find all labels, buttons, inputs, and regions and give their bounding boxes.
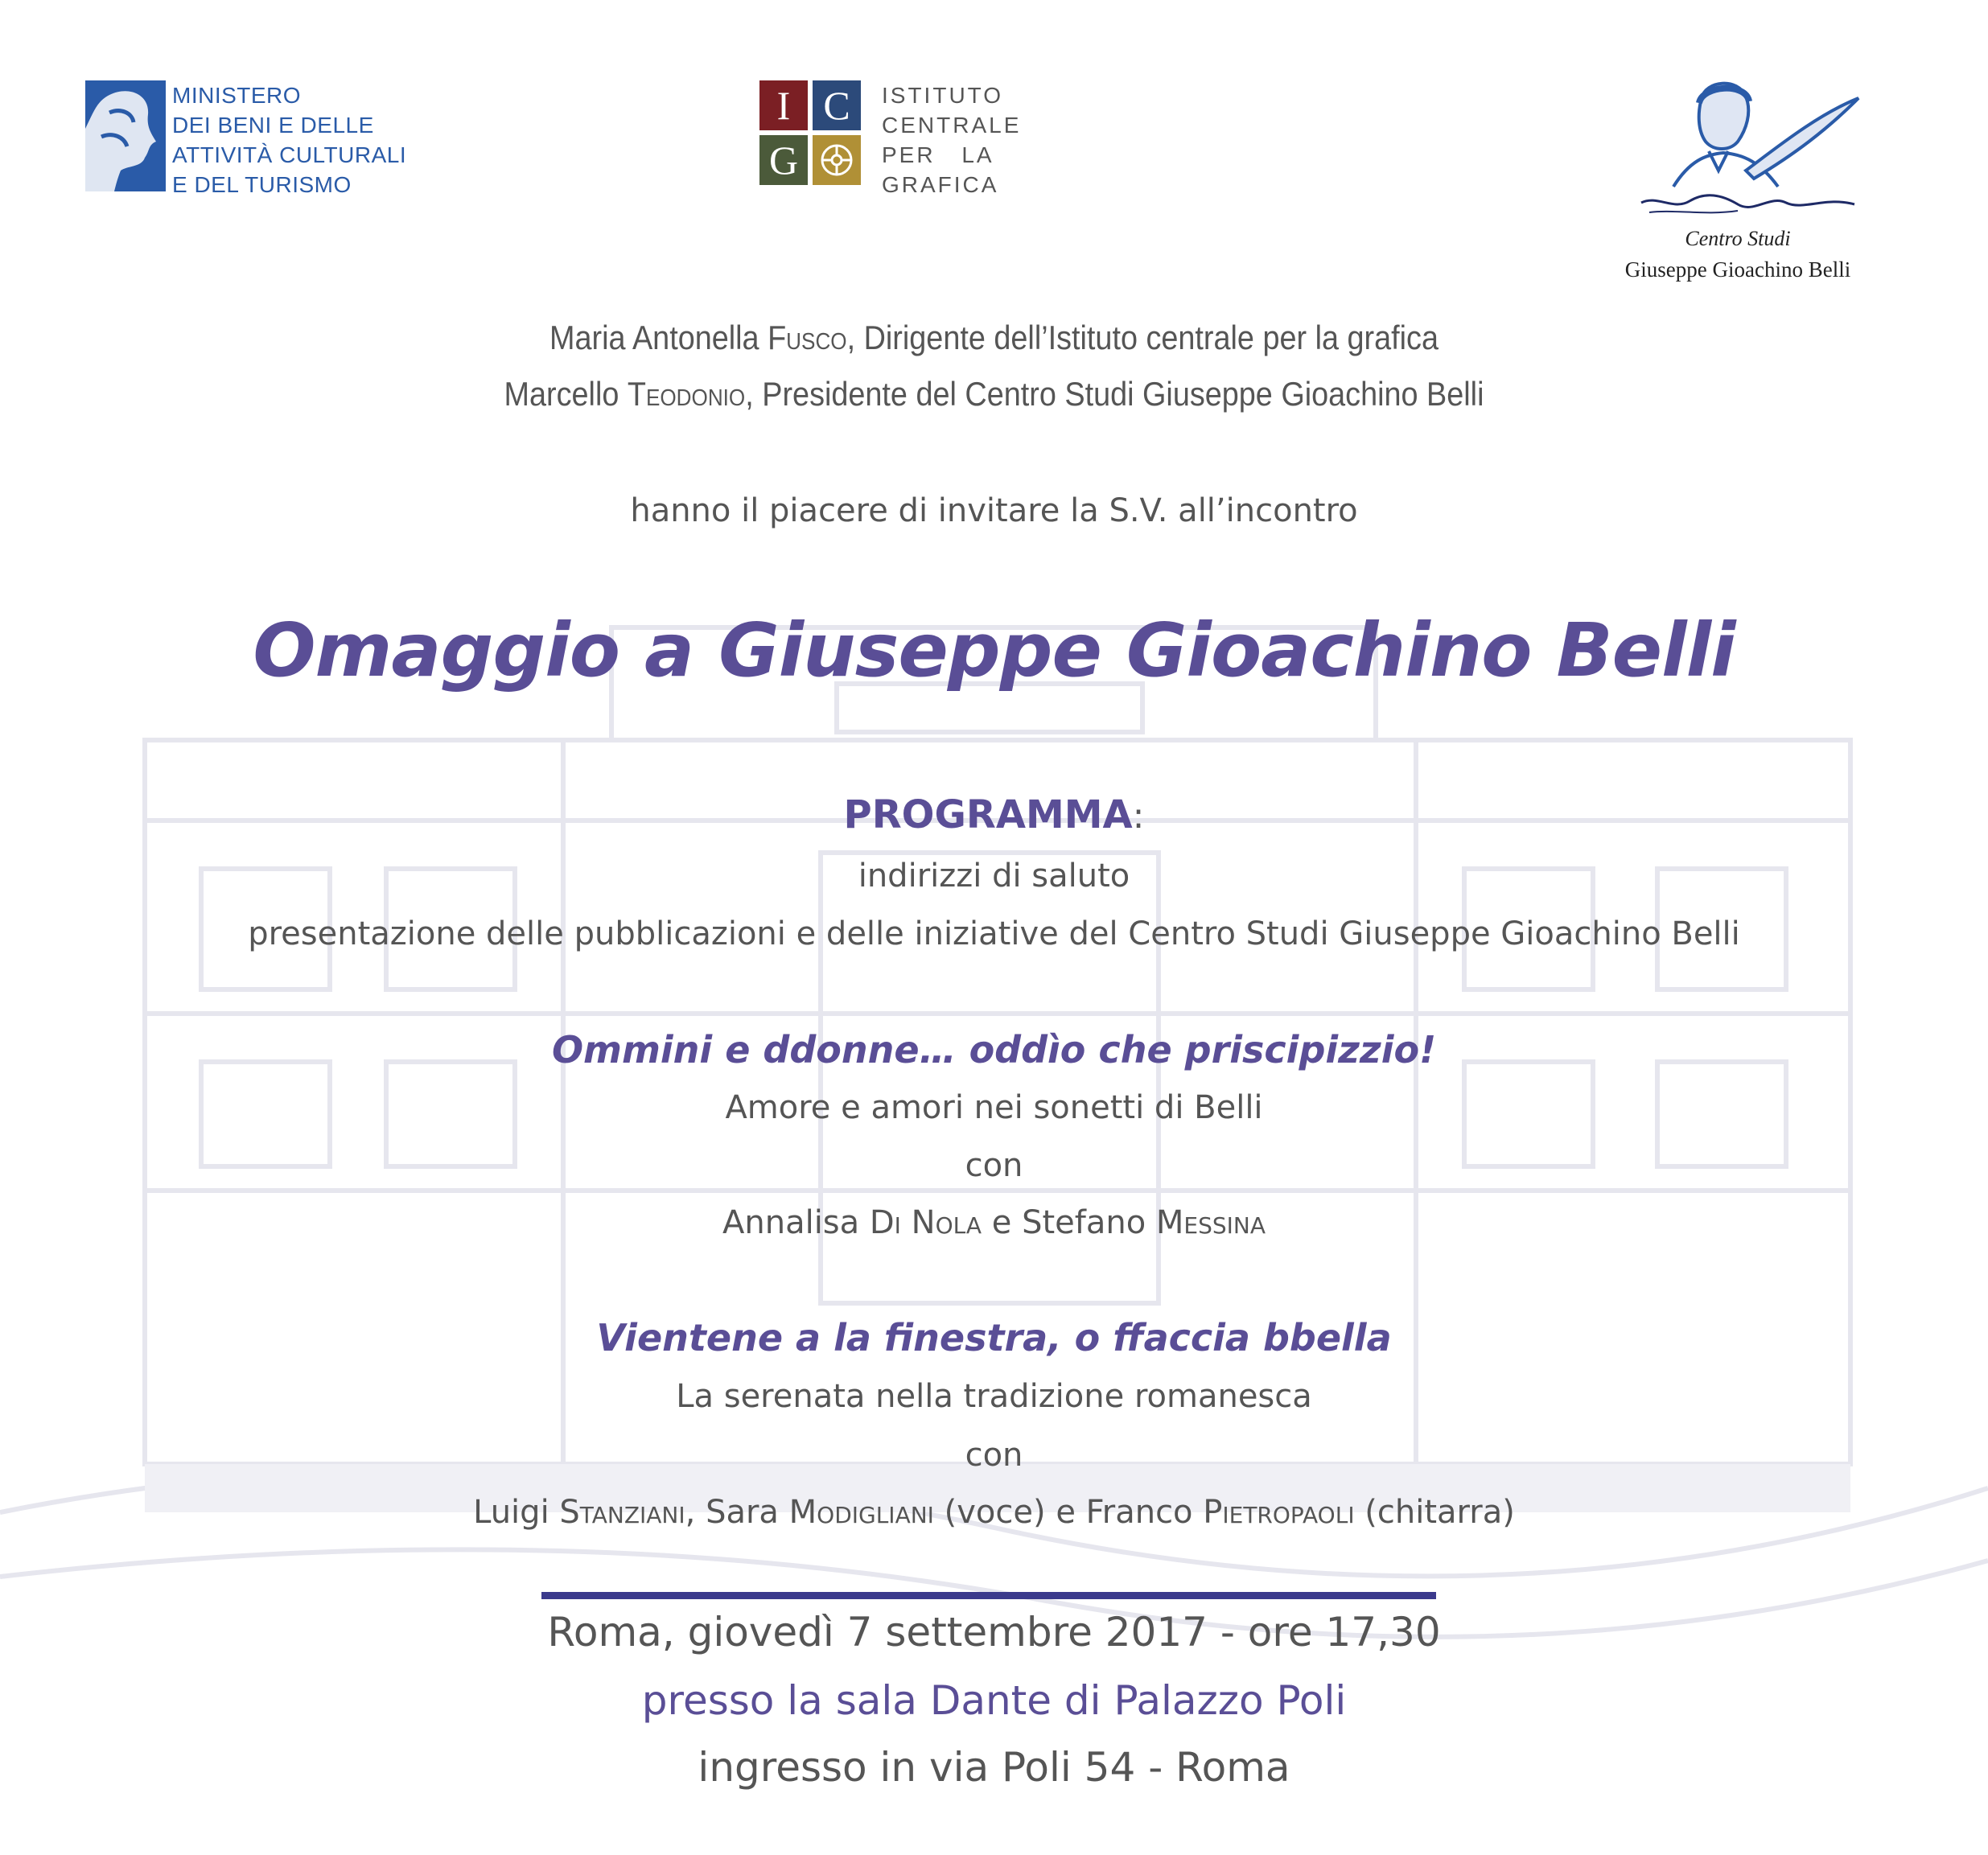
section-2-comma: , bbox=[685, 1494, 696, 1531]
icg-logo bbox=[759, 80, 1025, 197]
section-1-and: e bbox=[991, 1204, 1012, 1241]
icg-cell-c: C bbox=[813, 80, 861, 130]
mibact-line-4: E DEL TURISMO bbox=[172, 172, 352, 197]
section-2-and: e bbox=[1056, 1494, 1076, 1531]
belli-portrait-icon bbox=[1625, 74, 1867, 227]
host-line-1 bbox=[100, 319, 1889, 357]
host-1-surname: Fusco bbox=[768, 319, 847, 356]
programma-heading bbox=[0, 792, 1988, 837]
host-2-first: Marcello bbox=[504, 375, 619, 413]
performer-4-role: (voce) bbox=[944, 1494, 1046, 1531]
performer-3-surname: Stanziani bbox=[559, 1494, 685, 1531]
event-datetime: Roma, giovedì 7 settembre 2017 - ore 17,30 bbox=[547, 1609, 1441, 1656]
event-entrance: ingresso in via Poli 54 - Roma bbox=[698, 1744, 1290, 1791]
host-1-first: Maria Antonella bbox=[549, 319, 759, 356]
section-1-con: con bbox=[965, 1147, 1023, 1184]
icg-line-1: ISTITUTO bbox=[882, 83, 1004, 108]
mibact-line-2: DEI BENI E DELLE bbox=[172, 113, 374, 138]
performer-5-surname: Pietropaoli bbox=[1203, 1494, 1355, 1531]
mibact-logo bbox=[85, 80, 423, 197]
performer-1-surname: Di Nola bbox=[869, 1204, 982, 1241]
section-2-performers bbox=[0, 1494, 1988, 1531]
performer-5-role: (chitarra) bbox=[1364, 1494, 1515, 1531]
divider-rule bbox=[541, 1592, 1436, 1599]
host-2-surname: Teodonio bbox=[627, 375, 746, 413]
host-2-role: , Presidente del Centro Studi Giuseppe Gioachino Belli bbox=[745, 375, 1484, 413]
section-2-heading: Vientene a la finestra, o ffaccia bbella bbox=[596, 1316, 1392, 1359]
programma-label: PROGRAMMA bbox=[843, 792, 1133, 837]
mibact-profile-icon bbox=[85, 80, 166, 191]
section-2-subtitle: La serenata nella tradizione romanesca bbox=[676, 1378, 1312, 1415]
programma-item-2: presentazione delle pubblicazioni e delle iniziative del Centro Studi Giuseppe Gioachino Belli bbox=[248, 915, 1740, 952]
icg-line-3: PER LA bbox=[882, 142, 994, 167]
mibact-line-3: ATTIVITÀ CULTURALI bbox=[172, 142, 407, 167]
host-1-role: , Dirigente dell’Istituto centrale per la grafica bbox=[846, 319, 1439, 356]
centro-studi-belli-logo bbox=[1577, 74, 1899, 291]
programma-colon: : bbox=[1132, 796, 1145, 837]
section-1-subtitle: Amore e amori nei sonetti di Belli bbox=[725, 1089, 1263, 1126]
performer-4-first: Sara bbox=[706, 1494, 779, 1531]
performer-1-first: Annalisa bbox=[722, 1204, 860, 1241]
section-1-performers bbox=[0, 1204, 1988, 1241]
event-venue: presso la sala Dante di Palazzo Poli bbox=[641, 1677, 1347, 1724]
performer-4-surname: Modigliani bbox=[788, 1494, 934, 1531]
section-2-con: con bbox=[965, 1437, 1023, 1474]
performer-5-first: Franco bbox=[1085, 1494, 1193, 1531]
programma-item-1: indirizzi di saluto bbox=[858, 858, 1130, 895]
icg-cell-g: G bbox=[759, 135, 808, 185]
mibact-line-1: MINISTERO bbox=[172, 83, 302, 108]
icg-line-2: CENTRALE bbox=[882, 113, 1022, 138]
performer-3-first: Luigi bbox=[473, 1494, 549, 1531]
icg-line-4: GRAFICA bbox=[882, 172, 999, 197]
event-title: Omaggio a Giuseppe Gioachino Belli bbox=[253, 607, 1735, 693]
belli-logo-line-2: Giuseppe Gioachino Belli bbox=[1624, 257, 1851, 282]
performer-2-surname: Messina bbox=[1155, 1204, 1266, 1241]
belli-logo-line-1: Centro Studi bbox=[1685, 227, 1791, 250]
icg-rosette-icon bbox=[813, 135, 861, 185]
section-1-heading: Ommini e ddonne… oddìo che priscipizzio! bbox=[551, 1028, 1437, 1071]
icg-cell-i: I bbox=[759, 80, 808, 130]
invite-line: hanno il piacere di invitare la S.V. all’incontro bbox=[630, 492, 1358, 529]
performer-2-first: Stefano bbox=[1022, 1204, 1146, 1241]
host-line-2 bbox=[100, 375, 1889, 413]
